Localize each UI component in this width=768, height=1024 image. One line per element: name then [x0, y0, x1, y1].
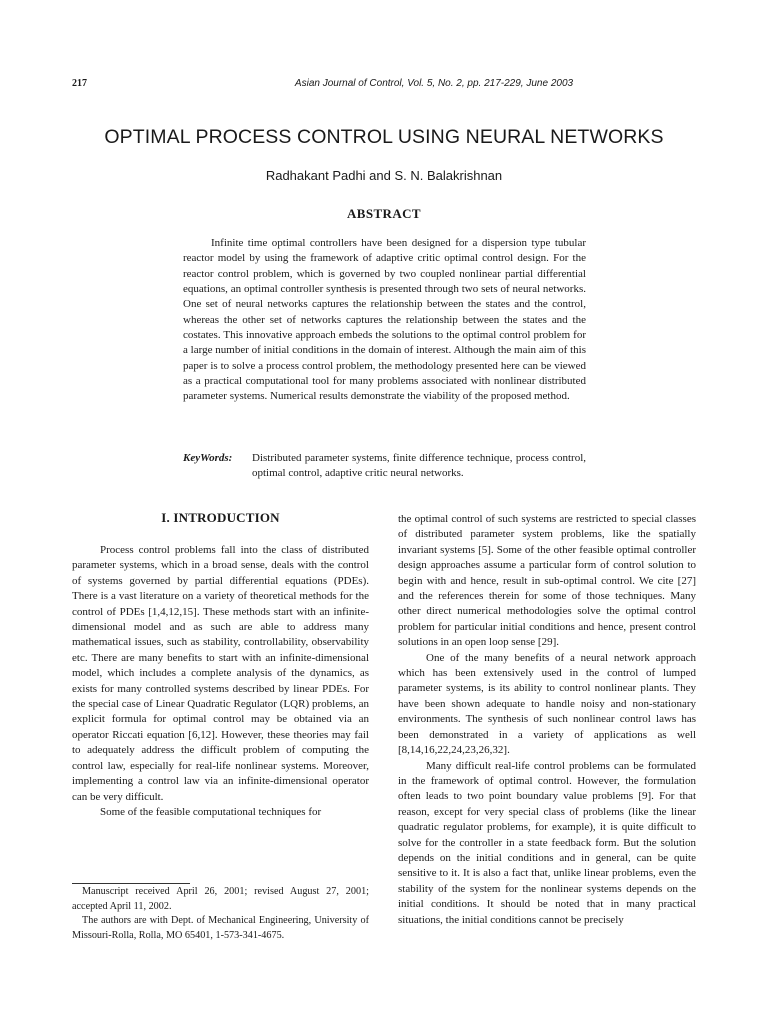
paragraph: the optimal control of such systems are restricted to special classes of distributed parameter system problems, like the spatially invariant systems [5]. Some of the other feasible optimal controller design approaches assume a particular form of control solution to begin with and hence, result in sub-optimal control. We cite [27] and the references therein for some of those techniques. Many other direct numerical methodologies solve the optimal control problem for particular initial conditions and hence, present control solutions in an open loop sense [29]. [398, 513, 696, 649]
keywords-label: KeyWords: [183, 452, 233, 464]
footnote: Manuscript received April 26, 2001; revised August 27, 2001; accepted April 11, 2002. [72, 886, 369, 912]
paper-title: OPTIMAL PROCESS CONTROL USING NEURAL NETWORKS [104, 126, 664, 148]
paper-authors: Radhakant Padhi and S. N. Balakrishnan [265, 168, 503, 183]
keywords [183, 451, 586, 481]
footnotes [72, 885, 369, 943]
journal-citation: Asian Journal of Control, Vol. 5, No. 2, pp. 217-229, June 2003 [294, 78, 574, 89]
keywords-text: Distributed parameter systems, finite difference technique, process control, optimal control, adaptive critic neural networks. [252, 452, 586, 479]
footnote-divider [72, 883, 190, 884]
section-heading-introduction: I. INTRODUCTION [161, 510, 280, 525]
paragraph: Many difficult real-life control problems can be formulated in the framework of optimal control. However, the formulation often leads to two point boundary value problems [9]. For that reason, except for very special class of problems (like the linear quadratic regulator problems, for example), it is quite difficult to solve for the controller in a state feedback form. But the solution depends on the initial conditions and in general, can be quite sensitive to it. It is also a fact that, unlike linear problems, even the stability of the system for the nonlinear systems depends on the initial conditions. It should be noted that in many practical situations, the initial conditions cannot be precisely [398, 759, 696, 926]
abstract-heading: ABSTRACT [347, 206, 421, 221]
left-column [72, 543, 369, 820]
abstract-body: Infinite time optimal controllers have been designed for a dispersion type tubular reactor model by using the framework of adaptive critic optimal control design. For the reactor control problem, which is governed by two coupled nonlinear partial differential equations, an optimal controller synthesis is presented through two sets of neural networks. One set of neural networks captures the relationship between the states and the control, whereas the other set of networks captures the relationship between the states and the costates. This innovative approach embeds the solutions to the optimal control problem for a large number of initial conditions in the domain of interest. Although the main aim of this paper is to solve a process control problem, the methodology presented here can be viewed as a practical computational tool for many problems associated with nonlinear distributed parameter systems. Numerical results demonstrate the viability of the proposed method. [183, 237, 586, 403]
paragraph: Some of the feasible computational techniques for [100, 805, 322, 818]
paragraph: One of the many benefits of a neural network approach which has been extensively used in the control of lumped parameter systems, is its ability to control nonlinear plants. They have been shown adequate to handle noisy and non-stationary environments. The synthesis of such nonlinear control laws has been demonstrated in a variety of applications as well [8,14,16,22,24,23,26,32]. [398, 651, 696, 757]
right-column [398, 512, 696, 928]
paragraph: Process control problems fall into the class of distributed parameter systems, which in a broad sense, deals with the control of systems governed by partial differential equations (PDEs). There is a vast literature on a variety of theoretical methods for the control of PDEs [1,4,12,15]. These methods start with an infinite-dimensional model and as such are able to address many mathematical issues, such as stability, controllability, observability etc. There are many benefits to start with an infinite-dimensional model, which includes a complete analysis of the dynamics, as exists for many controlled systems described by linear PDEs. For the special case of Linear Quadratic Regulator (LQR) problems, an explicit formula for optimal control may be obtained via an operator Riccati equation [6,12]. However, these theories may fail to adequately address the difficult problem of computing the control law, especially for real-life nonlinear systems. Moreover, implementing a control law via an infinite-dimensional operator can be very difficult. [72, 544, 369, 803]
footnote: The authors are with Dept. of Mechanical Engineering, University of Missouri-Rolla, Rolla, MO 65401, 1-573-341-4675. [72, 915, 369, 941]
page-number: 217 [72, 78, 87, 89]
